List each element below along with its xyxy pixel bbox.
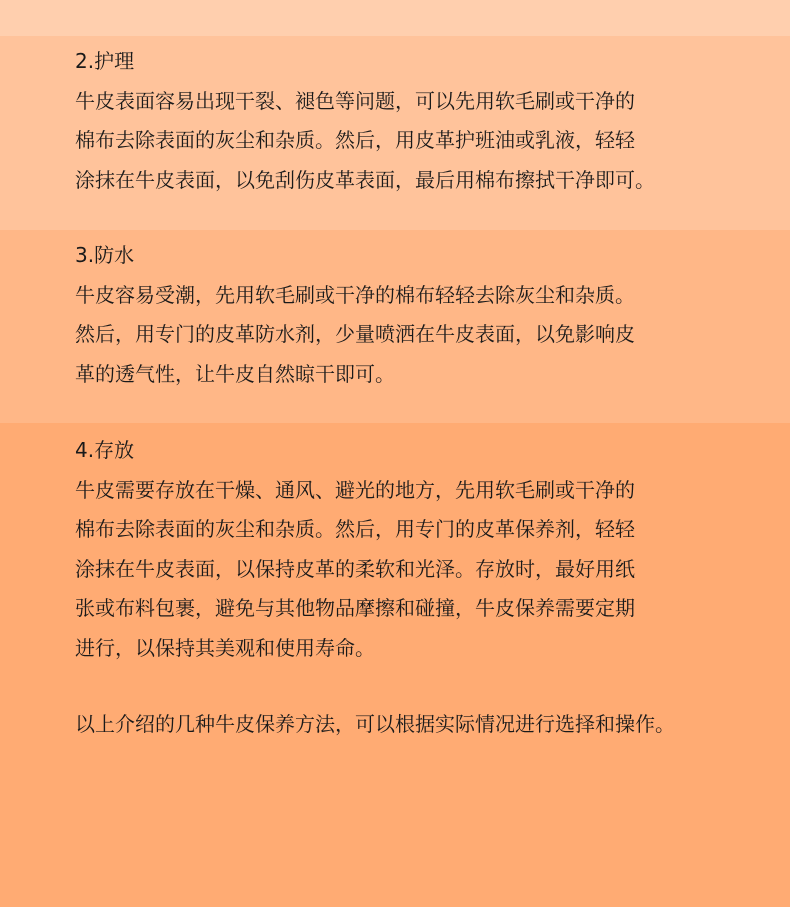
paragraph-line: 张或布料包裹，避免与其他物品摩擦和碰撞，牛皮保养需要定期 bbox=[75, 596, 635, 620]
paragraph-line: 然后，用专门的皮革防水剂，少量喷洒在牛皮表面，以免影响皮 bbox=[75, 322, 635, 346]
section-storage bbox=[75, 431, 775, 668]
section-heading: 3.防水 bbox=[75, 243, 135, 267]
paragraph-line: 牛皮需要存放在干燥、通风、避光的地方，先用软毛刷或干净的 bbox=[75, 477, 635, 502]
paragraph-line: 牛皮容易受潮，先用软毛刷或干净的棉布轻轻去除灰尘和杂质。 bbox=[75, 282, 635, 307]
section-waterproof bbox=[75, 236, 775, 394]
section-heading: 2.护理 bbox=[75, 49, 135, 73]
section-heading: 4.存放 bbox=[75, 438, 135, 462]
paragraph-line: 棉布去除表面的灰尘和杂质。然后，用专门的皮革保养剂，轻轻 bbox=[75, 517, 635, 541]
section-care bbox=[75, 42, 775, 200]
paragraph-line: 牛皮表面容易出现干裂、褪色等问题，可以先用软毛刷或干净的 bbox=[75, 88, 635, 113]
conclusion-text: 以上介绍的几种牛皮保养方法，可以根据实际情况进行选择和操作。 bbox=[75, 712, 675, 736]
background-band-top bbox=[0, 0, 790, 36]
paragraph-line: 革的透气性，让牛皮自然晾干即可。 bbox=[75, 361, 395, 386]
paragraph-line: 棉布去除表面的灰尘和杂质。然后，用皮革护班油或乳液，轻轻 bbox=[75, 128, 635, 152]
paragraph-line: 进行，以保持其美观和使用寿命。 bbox=[75, 635, 375, 660]
paragraph-line: 涂抹在牛皮表面，以免刮伤皮革表面，最后用棉布擦拭干净即可。 bbox=[75, 167, 655, 192]
paragraph-line: 涂抹在牛皮表面，以保持皮革的柔软和光泽。存放时，最好用纸 bbox=[75, 556, 635, 581]
